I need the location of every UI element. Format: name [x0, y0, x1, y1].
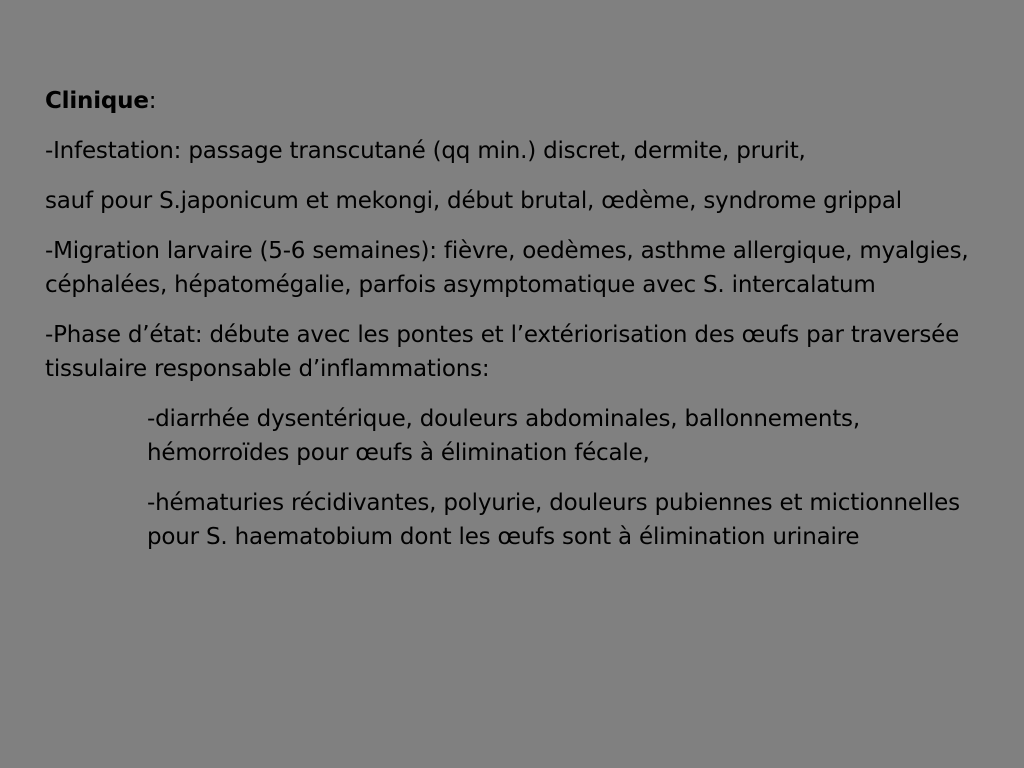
slide-heading	[45, 84, 990, 118]
slide-title-suffix: :	[148, 88, 157, 114]
slide-content	[45, 84, 990, 570]
sub-paragraph-hematuries: -hématuries récidivantes, polyurie, douleurs pubiennes et mictionnelles pour S. haematobium dont les œufs sont à élimination urinaire	[147, 490, 960, 550]
slide-title: Clinique	[45, 88, 149, 114]
paragraph-migration-larvaire: -Migration larvaire (5-6 semaines): fièvre, oedèmes, asthme allergique, myalgies, céphalées, hépatomégalie, parfois asymptomatique avec S. intercalatum	[45, 238, 969, 298]
paragraph-phase-etat: -Phase d’état: débute avec les pontes et l’extériorisation des œufs par traversée tissulaire responsable d’inflammations:	[45, 322, 960, 382]
paragraph-japonicum-mekongi: sauf pour S.japonicum et mekongi, début brutal, œdème, syndrome grippal	[45, 188, 902, 214]
paragraph-infestation: -Infestation: passage transcutané (qq min.) discret, dermite, prurit,	[45, 138, 806, 164]
sub-paragraph-diarrhee: -diarrhée dysentérique, douleurs abdominales, ballonnements, hémorroïdes pour œufs à élimination fécale,	[147, 406, 860, 466]
